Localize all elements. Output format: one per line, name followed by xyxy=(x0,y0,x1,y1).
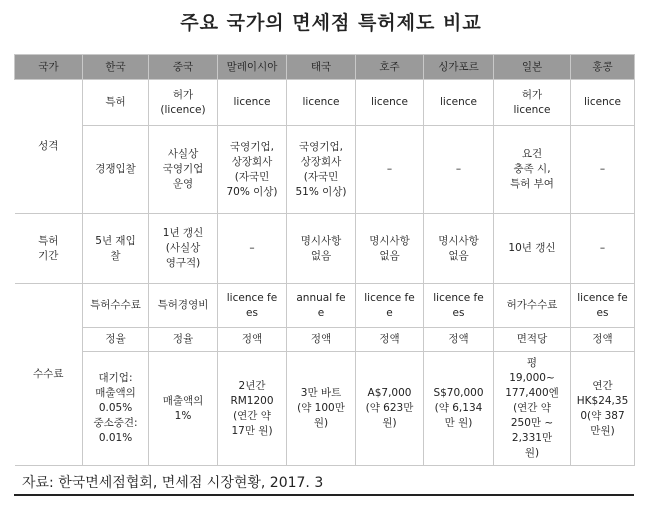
table-cell: 특허경영비 xyxy=(149,284,218,328)
row-category: 특허 기간 xyxy=(15,214,83,284)
column-header: 말레이시아 xyxy=(218,55,287,80)
table-cell: – xyxy=(424,126,494,214)
header-row xyxy=(15,55,635,80)
table-cell: 허가 (licence) xyxy=(149,80,218,126)
comparison-table xyxy=(14,54,635,466)
column-header: 호주 xyxy=(356,55,424,80)
table-cell: 허가 licence xyxy=(494,80,571,126)
table-cell: – xyxy=(571,214,635,284)
page-title: 주요 국가의 면세점 특허제도 비교 xyxy=(180,12,482,34)
table-cell: – xyxy=(571,126,635,214)
table-cell: licence xyxy=(218,80,287,126)
table-row xyxy=(15,80,635,126)
table-cell: – xyxy=(218,214,287,284)
column-header: 싱가포르 xyxy=(424,55,494,80)
table-cell: 정액 xyxy=(287,328,356,352)
table-row xyxy=(15,284,635,328)
row-category: 성격 xyxy=(15,80,83,214)
table-cell: 정액 xyxy=(218,328,287,352)
table-cell: 국영기업, 상장회사 (자국민 51% 이상) xyxy=(287,126,356,214)
table-cell: licence fe es xyxy=(424,284,494,328)
table-cell: licence fe es xyxy=(571,284,635,328)
table-cell: licence xyxy=(287,80,356,126)
table-cell: annual fe e xyxy=(287,284,356,328)
table-cell: 1년 갱신 (사실상 영구적) xyxy=(149,214,218,284)
table-row xyxy=(15,352,635,466)
table-cell: 정액 xyxy=(424,328,494,352)
table-cell: 명시사항 없음 xyxy=(356,214,424,284)
table-cell: 명시사항 없음 xyxy=(287,214,356,284)
table-cell: 특허 xyxy=(83,80,149,126)
table-cell: S$70,000 (약 6,134 만 원) xyxy=(424,352,494,466)
table-cell: 정율 xyxy=(149,328,218,352)
column-header: 중국 xyxy=(149,55,218,80)
table-cell: 평 19,000~ 177,400엔 (연간 약 250만 ~ 2,331만 원) xyxy=(494,352,571,466)
table-cell: 연간 HK$24,35 0(약 387 만원) xyxy=(571,352,635,466)
row-category: 수수료 xyxy=(15,284,83,466)
column-header: 태국 xyxy=(287,55,356,80)
table-cell: 2년간 RM1200 (연간 약 17만 원) xyxy=(218,352,287,466)
table-cell: licence xyxy=(424,80,494,126)
table-cell: licence xyxy=(571,80,635,126)
table-cell: 대기업: 매출액의 0.05% 중소중견: 0.01% xyxy=(83,352,149,466)
table-cell: 10년 갱신 xyxy=(494,214,571,284)
table-cell: – xyxy=(356,126,424,214)
table-cell: 명시사항 없음 xyxy=(424,214,494,284)
table-cell: 정액 xyxy=(356,328,424,352)
table-row xyxy=(15,214,635,284)
table-cell: 사실상 국영기업 운영 xyxy=(149,126,218,214)
table-cell: 매출액의 1% xyxy=(149,352,218,466)
table-cell: 정액 xyxy=(571,328,635,352)
table-cell: licence xyxy=(356,80,424,126)
table-cell: 정율 xyxy=(83,328,149,352)
column-header: 한국 xyxy=(83,55,149,80)
column-header: 일본 xyxy=(494,55,571,80)
column-header: 국가 xyxy=(15,55,83,80)
source-caption: 자료: 한국면세점협회, 면세점 시장현황, 2017. 3 xyxy=(22,472,327,492)
table-cell: 면적당 xyxy=(494,328,571,352)
table-row xyxy=(15,328,635,352)
table-cell: licence fe es xyxy=(218,284,287,328)
table-cell: 허가수수료 xyxy=(494,284,571,328)
table-cell: licence fe e xyxy=(356,284,424,328)
bottom-rule xyxy=(14,494,634,496)
table-cell: 특허수수료 xyxy=(83,284,149,328)
column-header: 홍콩 xyxy=(571,55,635,80)
table-cell: 3만 바트 (약 100만 원) xyxy=(287,352,356,466)
table-row xyxy=(15,126,635,214)
table-cell: 요건 충족 시, 특허 부여 xyxy=(494,126,571,214)
table-cell: 국영기업, 상장회사 (자국민 70% 이상) xyxy=(218,126,287,214)
table-cell: 5년 재입 찰 xyxy=(83,214,149,284)
table-cell: A$7,000 (약 623만 원) xyxy=(356,352,424,466)
table-cell: 경쟁입찰 xyxy=(83,126,149,214)
